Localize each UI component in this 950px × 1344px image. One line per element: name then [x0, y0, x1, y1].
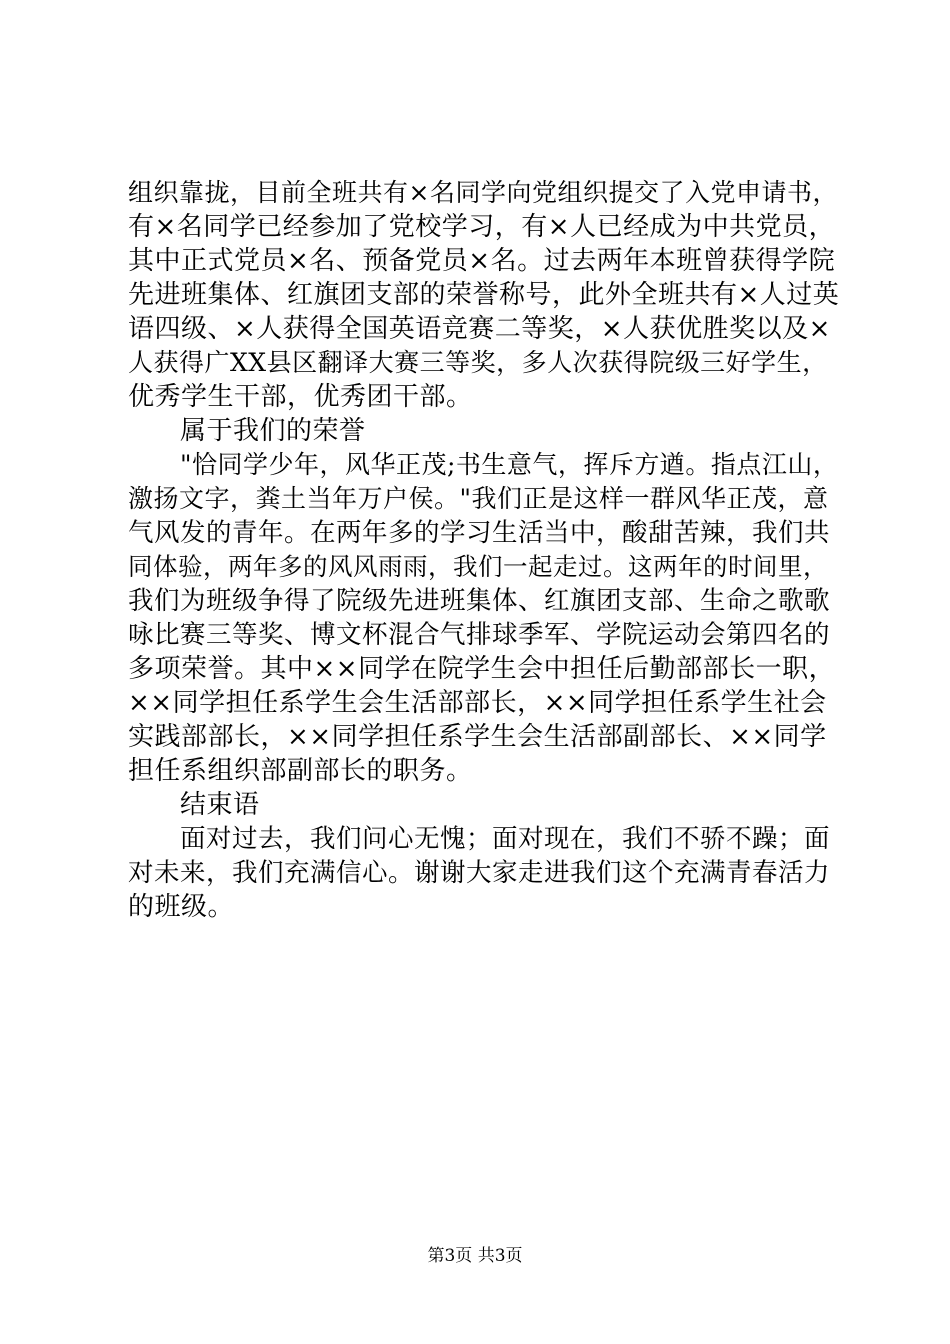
text-line: 属于我们的荣誉	[180, 416, 366, 446]
text-line: 担任系组织部副部长的职务。	[128, 756, 473, 786]
text-line: 气风发的青年。在两年多的学习生活当中，酸甜苦辣，我们共	[128, 518, 831, 548]
text-line: 激扬文字，粪土当年万户侯。"我们正是这样一群风华正茂，意	[128, 484, 829, 513]
text-line: 优秀学生干部，优秀团干部。	[128, 382, 473, 412]
text-line: 我们为班级争得了院级先进班集体、红旗团支部、生命之歌歌	[128, 586, 831, 616]
text-line: 人获得广XX县区翻译大赛三等奖，多人次获得院级三好学生，	[128, 348, 828, 377]
text-line: 面对过去，我们问心无愧；面对现在，我们不骄不躁；面	[180, 824, 831, 854]
text-line: 的班级。	[128, 892, 235, 922]
text-line: "恰同学少年，风华正茂;书生意气，挥斥方遒。指点江山，	[180, 450, 839, 479]
text-line: 结束语	[180, 790, 260, 820]
text-line: 对未来，我们充满信心。谢谢大家走进我们这个充满青春活力	[128, 858, 831, 888]
text-line: 多项荣誉。其中××同学在院学生会中担任后勤部部长一职，	[128, 654, 836, 684]
text-line: 实践部部长，××同学担任系学生会生活部副部长、××同学	[128, 722, 827, 752]
text-line: 咏比赛三等奖、博文杯混合气排球季军、学院运动会第四名的	[128, 620, 831, 650]
text-line: 先进班集体、红旗团支部的荣誉称号，此外全班共有×人过英	[128, 280, 840, 310]
text-line: 组织靠拢，目前全班共有×名同学向党组织提交了入党申请书，	[128, 178, 838, 207]
text-line: 同体验，两年多的风风雨雨，我们一起走过。这两年的时间里，	[128, 552, 828, 581]
text-line: 有×名同学已经参加了党校学习，有×人已经成为中共党员，	[128, 212, 836, 242]
text-line: 语四级、×人获得全国英语竞赛二等奖，×人获优胜奖以及×	[128, 314, 831, 344]
page-number-footer: 第3页 共3页	[427, 1246, 523, 1266]
text-line: ××同学担任系学生会生活部部长，××同学担任系学生社会	[128, 688, 827, 718]
document-body	[128, 176, 840, 924]
text-line: 其中正式党员×名、预备党员×名。过去两年本班曾获得学院	[128, 246, 836, 276]
